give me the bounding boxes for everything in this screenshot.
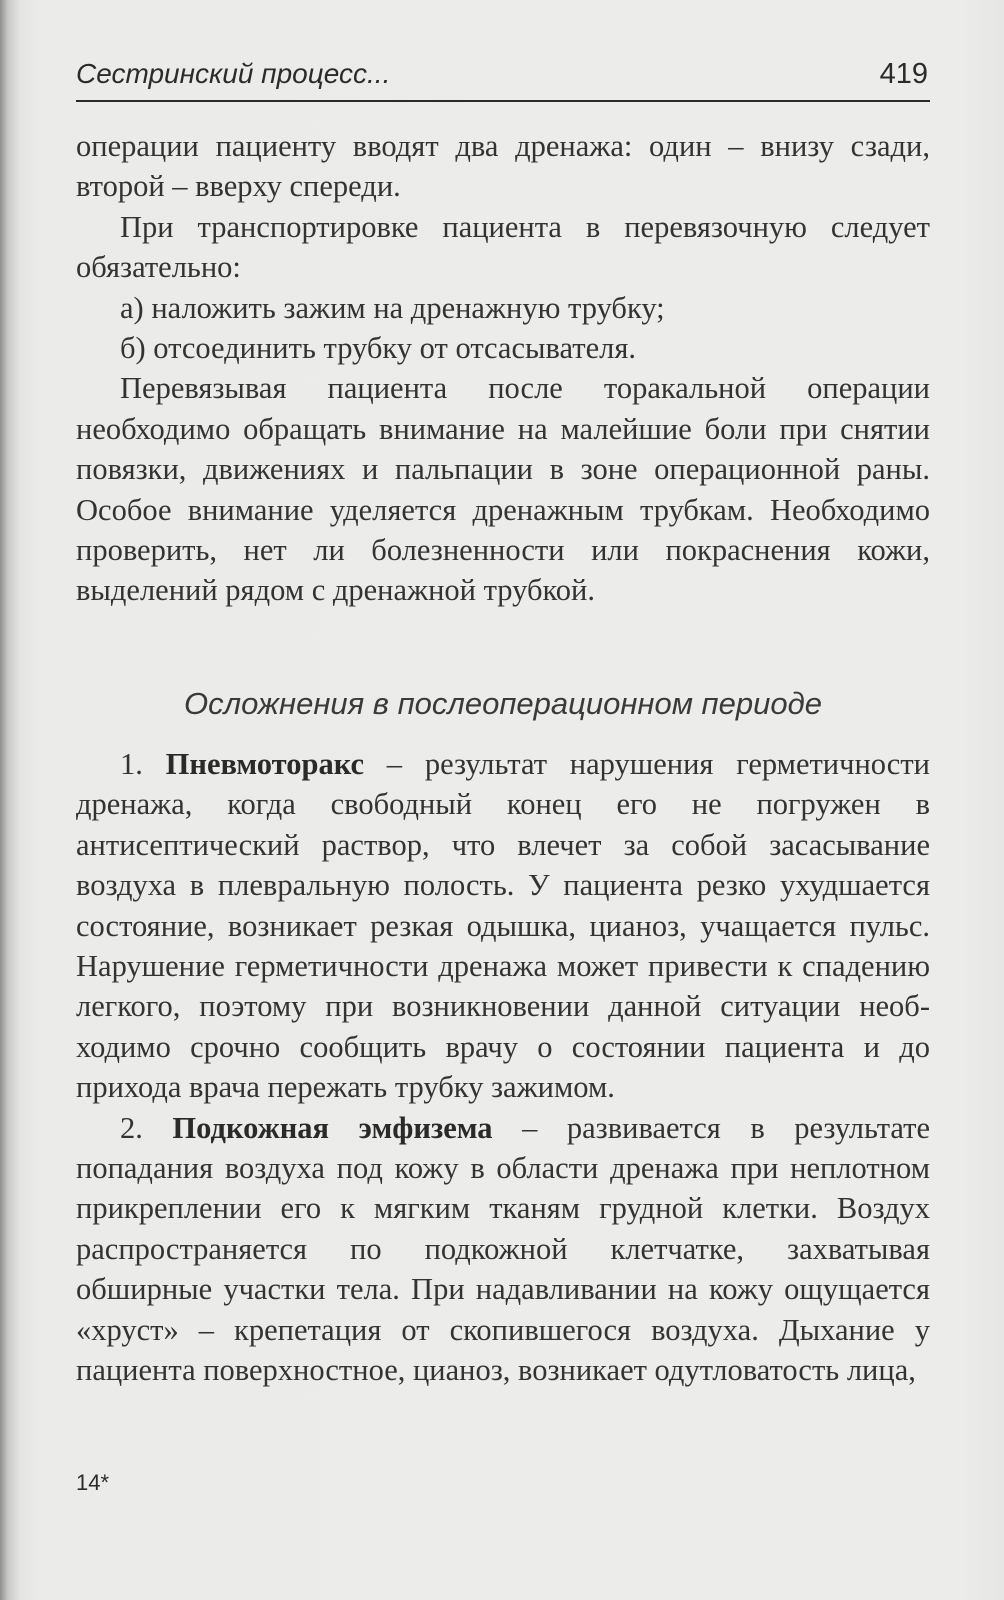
list-item-a: а) наложить зажим на дренажную трубку; (120, 290, 665, 325)
paragraph-transport: При транспортировке пациента в перевязочную следует обязательно: (76, 209, 930, 285)
item-number: 2. (120, 1110, 143, 1145)
term-pneumothorax: Пневмоторакс (165, 747, 365, 781)
list-item-b: б) отсоединить трубку от отсасывателя. (120, 331, 636, 366)
signature-mark: 14* (76, 1470, 110, 1495)
running-title: Сестринский процесс... (76, 58, 391, 89)
text-block-top (76, 126, 930, 611)
complication-pneumothorax (76, 744, 930, 1108)
paragraph-continuation: операции пациенту вводят два дренажа: один – внизу сзади, второй – вверху спереди. (76, 129, 930, 204)
paragraph-dressing: Перевязывая пациента после торакальной операции необходимо обращать внимание на малейшие боли при снятии повязки, движениях и пальпации в зоне операционной раны. Особое внимание уделяется дренажным трубкам. Необходимо проверить, нет ли болезненности или покраснения кожи, выделений рядом с дренажной трубкой. (76, 371, 930, 608)
term-emphysema: Подкожная эмфизема (172, 1110, 493, 1145)
emphysema-text: – развивается в результате попадания воздуха под кожу в области дренажа при неплотном прикреплении его к мягким тканям грудной клетки. Воздух распространяется по подкожной клетчатке, захватывая обширные участки тела. При надавливании на кожу ощущается «хруст» – крепетация от скопившегося воздуха. Дыхание у пациента поверхностное, цианоз, возникает одутловатость лица, (76, 1110, 931, 1388)
page-number: 419 (879, 58, 928, 90)
section-heading: Осложнения в послеоперационном периоде (184, 686, 822, 721)
pneumothorax-text: – результат нарушения герметичности дренажа, когда свободный конец его не погружен в антисептический раствор, что влечет за собой засасывание воздуха в плевральную полость. У пациента резко ухудшается состояние, возникает резкая одышка, цианоз, учащается пульс. Нарушение герметичности дренажа может привести к спадению легкого, поэтому при возникновении данной ситуации необходимо срочно сообщить врачу о состоянии пациента и до прихода врача пережать трубку зажимом. (76, 747, 930, 1105)
running-header (76, 56, 930, 102)
complication-emphysema (76, 1108, 930, 1391)
item-number: 1. (120, 747, 143, 781)
text-block-complications (76, 744, 930, 1391)
